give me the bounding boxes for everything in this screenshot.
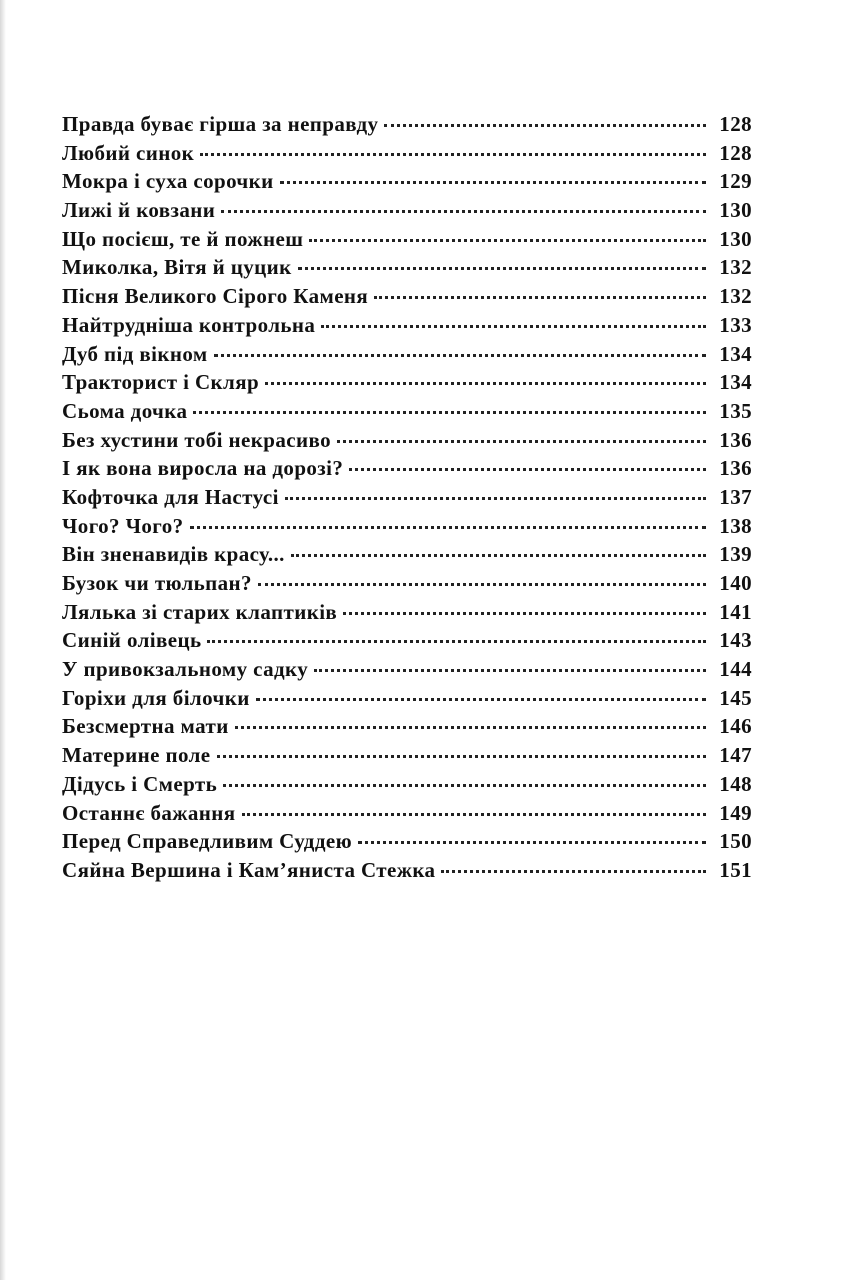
toc-entry-page: 132 bbox=[719, 255, 752, 280]
toc-entry bbox=[62, 801, 752, 830]
toc-entry-page: 146 bbox=[719, 714, 752, 739]
toc-entry-page: 149 bbox=[719, 800, 752, 825]
toc-entry bbox=[62, 342, 752, 371]
toc-entry bbox=[62, 198, 752, 227]
toc-entry-page: 134 bbox=[719, 370, 752, 395]
toc-entry-page: 133 bbox=[719, 312, 752, 337]
toc-entry bbox=[62, 428, 752, 457]
toc-leader-dots bbox=[217, 755, 707, 758]
toc-leader-dots bbox=[343, 612, 706, 615]
toc-entry-title: Безсмертна мати bbox=[62, 714, 229, 739]
toc-leader-dots bbox=[314, 669, 706, 672]
toc-entry bbox=[62, 829, 752, 858]
toc-entry-page: 134 bbox=[719, 341, 752, 366]
toc-entry-page: 144 bbox=[719, 657, 752, 682]
toc-entry bbox=[62, 542, 752, 571]
toc-leader-dots bbox=[321, 325, 706, 328]
toc-entry-title: Чого? Чого? bbox=[62, 513, 184, 538]
toc-entry-title: Він зненавидів красу... bbox=[62, 542, 285, 567]
toc-entry-title: Лижі й ковзани bbox=[62, 198, 216, 223]
toc-entry bbox=[62, 169, 752, 198]
toc-entry-title: Сяйна Вершина і Кам’яниста Стежка bbox=[62, 857, 436, 882]
toc-entry bbox=[62, 657, 752, 686]
toc-entry-title: Синій олівець bbox=[62, 628, 202, 653]
toc-leader-dots bbox=[200, 153, 706, 156]
toc-entry-page: 132 bbox=[719, 284, 752, 309]
toc-leader-dots bbox=[374, 296, 706, 299]
toc-entry bbox=[62, 571, 752, 600]
toc-entry bbox=[62, 284, 752, 313]
toc-entry-page: 128 bbox=[719, 112, 752, 136]
toc-leader-dots bbox=[349, 468, 706, 471]
table-of-contents bbox=[62, 112, 752, 887]
toc-leader-dots bbox=[221, 210, 706, 213]
toc-leader-dots bbox=[298, 267, 706, 270]
toc-entry-page: 141 bbox=[719, 599, 752, 624]
toc-leader-dots bbox=[280, 181, 706, 184]
toc-entry-title: І як вона виросла на дорозі? bbox=[62, 456, 344, 481]
toc-entry-page: 129 bbox=[719, 169, 752, 194]
toc-leader-dots bbox=[309, 239, 706, 242]
toc-entry-page: 138 bbox=[719, 513, 752, 538]
toc-entry bbox=[62, 370, 752, 399]
toc-entry-title: Перед Справедливим Суддею bbox=[62, 829, 353, 854]
toc-entry-page: 139 bbox=[719, 542, 752, 567]
toc-entry-page: 136 bbox=[719, 456, 752, 481]
toc-entry-page: 140 bbox=[719, 571, 752, 595]
toc-entry-title: Мокра і суха сорочки bbox=[62, 169, 274, 194]
toc-entry-title: Правда буває гірша за неправду bbox=[62, 112, 379, 136]
toc-entry bbox=[62, 628, 752, 657]
toc-entry-title: Дуб під вікном bbox=[62, 341, 208, 366]
toc-entry-page: 135 bbox=[719, 398, 752, 423]
toc-entry-page: 130 bbox=[719, 198, 752, 223]
toc-entry-page: 128 bbox=[719, 140, 752, 165]
toc-leader-dots bbox=[242, 813, 706, 816]
toc-leader-dots bbox=[207, 640, 706, 643]
toc-entry bbox=[62, 743, 752, 772]
toc-entry-title: Любий синок bbox=[62, 140, 195, 165]
toc-entry-title: Бузок чи тюльпан? bbox=[62, 571, 252, 595]
toc-leader-dots bbox=[285, 497, 706, 500]
toc-entry-page: 150 bbox=[719, 829, 752, 854]
toc-leader-dots bbox=[384, 124, 706, 127]
toc-leader-dots bbox=[193, 411, 706, 414]
toc-entry bbox=[62, 600, 752, 629]
toc-leader-dots bbox=[190, 526, 707, 529]
toc-entry-title: Горіхи для білочки bbox=[62, 685, 250, 710]
toc-entry-title: Кофточка для Настусі bbox=[62, 484, 279, 509]
toc-entry bbox=[62, 485, 752, 514]
toc-entry-title: Дідусь і Смерть bbox=[62, 771, 218, 796]
toc-entry-page: 137 bbox=[719, 484, 752, 509]
toc-entry bbox=[62, 227, 752, 256]
toc-entry-page: 147 bbox=[719, 743, 752, 768]
toc-entry-page: 151 bbox=[719, 857, 752, 882]
toc-entry-title: Сьома дочка bbox=[62, 398, 188, 423]
toc-entry bbox=[62, 313, 752, 342]
toc-entry bbox=[62, 686, 752, 715]
toc-leader-dots bbox=[358, 841, 706, 844]
toc-entry-title: Лялька зі старих клаптиків bbox=[62, 599, 338, 624]
toc-leader-dots bbox=[441, 870, 706, 873]
toc-entry bbox=[62, 141, 752, 170]
toc-leader-dots bbox=[265, 382, 706, 385]
toc-entry-title: Останнє бажання bbox=[62, 800, 236, 825]
toc-entry-title: Миколка, Вітя й цуцик bbox=[62, 255, 292, 280]
toc-entry-title: Що посієш, те й пожнеш bbox=[62, 226, 304, 251]
toc-entry-page: 148 bbox=[719, 771, 752, 796]
toc-entry-page: 130 bbox=[719, 226, 752, 251]
toc-entry bbox=[62, 858, 752, 887]
toc-leader-dots bbox=[337, 440, 706, 443]
toc-entry-page: 145 bbox=[719, 685, 752, 710]
toc-entry-page: 136 bbox=[719, 427, 752, 452]
page-edge-shadow bbox=[0, 0, 6, 1280]
toc-entry-title: Пісня Великого Сірого Каменя bbox=[62, 284, 369, 309]
toc-entry bbox=[62, 714, 752, 743]
toc-entry bbox=[62, 772, 752, 801]
toc-leader-dots bbox=[258, 583, 706, 586]
toc-leader-dots bbox=[223, 784, 706, 787]
toc-entry-page: 143 bbox=[719, 628, 752, 653]
toc-entry bbox=[62, 514, 752, 543]
toc-entry bbox=[62, 456, 752, 485]
toc-leader-dots bbox=[235, 726, 706, 729]
toc-entry-title: Материне поле bbox=[62, 743, 211, 768]
toc-entry-title: У привокзальному садку bbox=[62, 657, 309, 682]
toc-entry-title: Без хустини тобі некрасиво bbox=[62, 427, 331, 452]
toc-entry bbox=[62, 112, 752, 141]
toc-leader-dots bbox=[256, 698, 706, 701]
toc-leader-dots bbox=[291, 554, 706, 557]
toc-entry-title: Найтрудніша контрольна bbox=[62, 312, 316, 337]
toc-entry-title: Тракторист і Скляр bbox=[62, 370, 260, 395]
toc-entry bbox=[62, 399, 752, 428]
toc-entry bbox=[62, 255, 752, 284]
toc-leader-dots bbox=[214, 354, 706, 357]
